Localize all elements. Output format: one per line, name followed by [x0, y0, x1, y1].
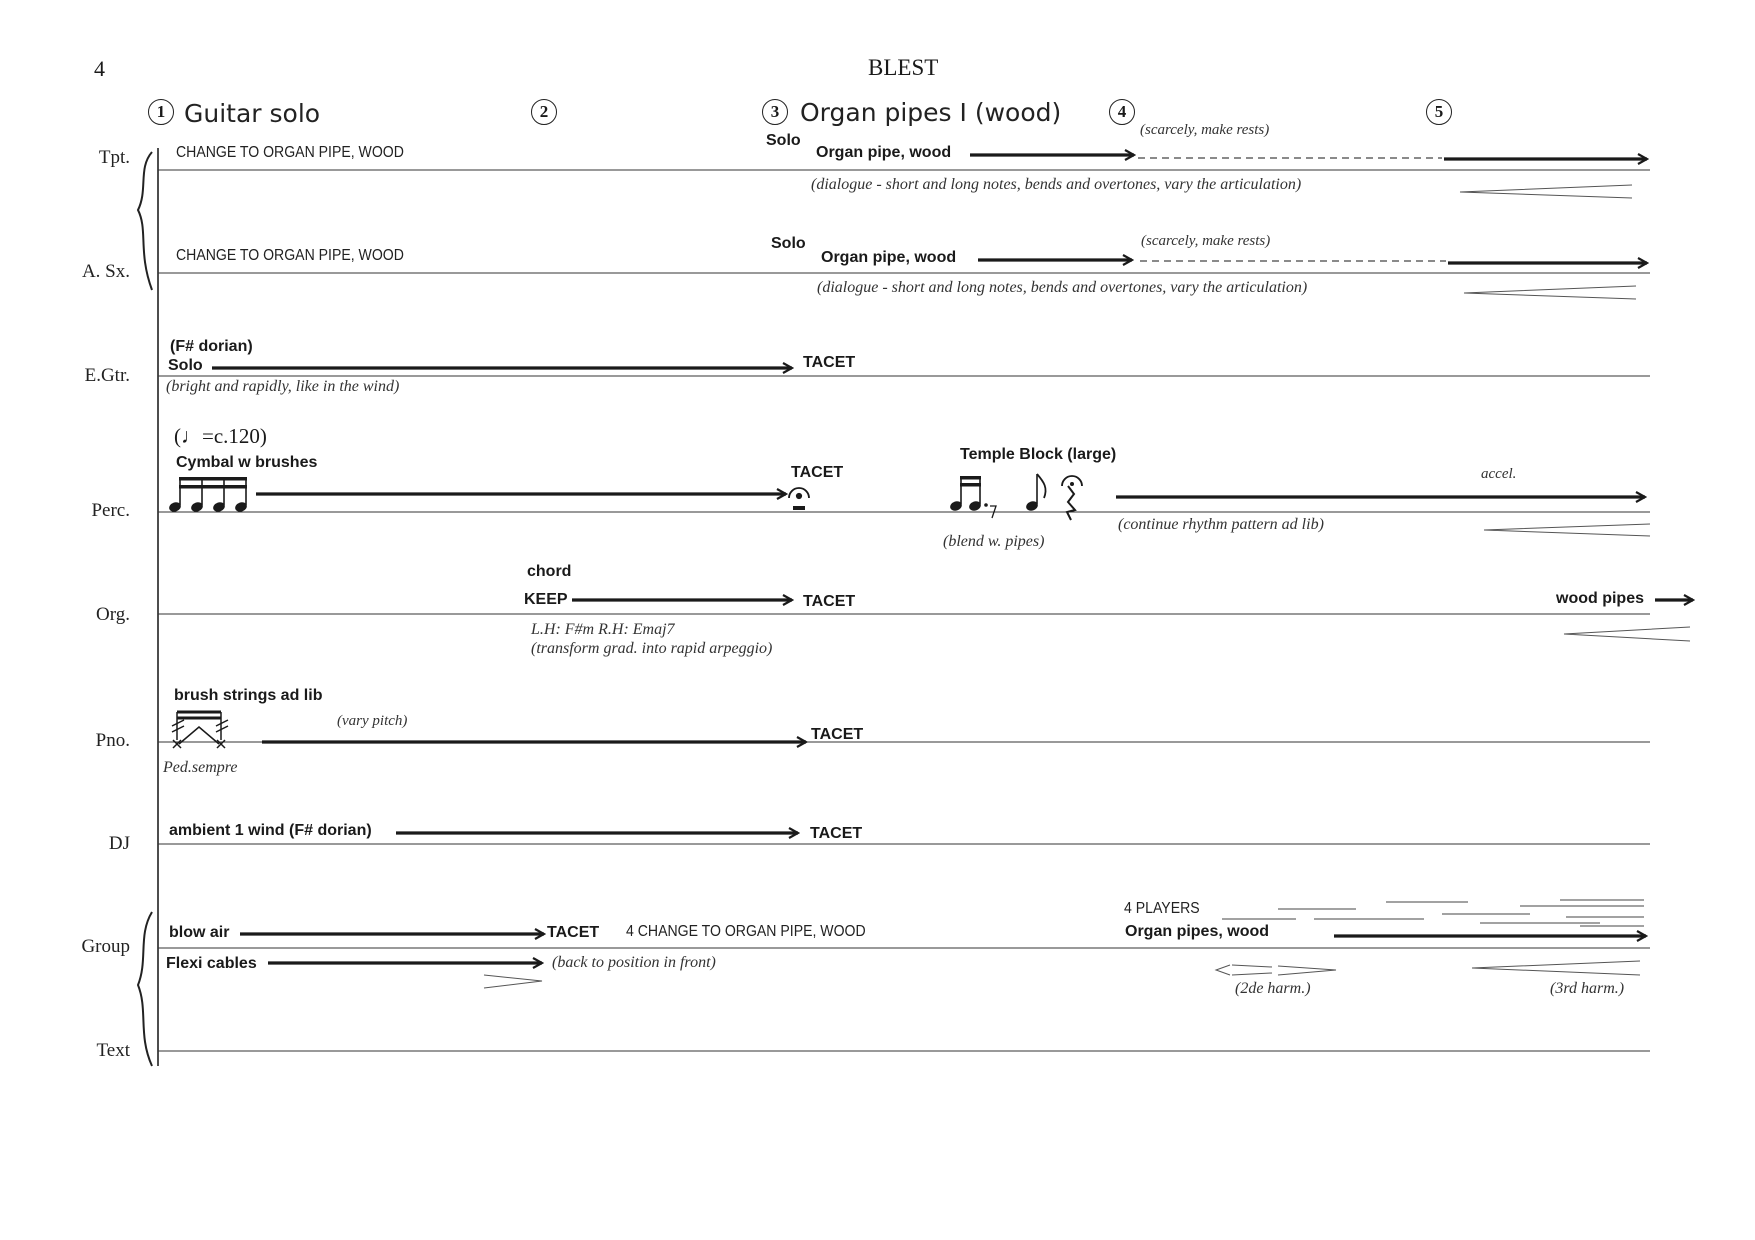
pno-vary-pitch: (vary pitch): [337, 713, 408, 729]
page-number: 4: [94, 56, 105, 81]
group-harm-3: (3rd harm.): [1550, 980, 1625, 997]
staff-label-dj: DJ: [108, 833, 130, 854]
perc-continue-note: (continue rhythm pattern ad lib): [1118, 516, 1324, 533]
egtr-mode: (F# dorian): [170, 338, 253, 355]
group-players: 4 PLAYERS: [1124, 900, 1200, 917]
rehearsal-mark-3: 3: [762, 99, 788, 125]
dj-ambient: ambient 1 wind (F# dorian): [169, 822, 372, 839]
tpt-solo: Solo: [766, 132, 801, 149]
rehearsal-mark-1: 1: [148, 99, 174, 125]
perc-tacet: TACET: [791, 464, 844, 481]
staff-label-asx: A. Sx.: [81, 261, 130, 282]
group-tacet: TACET: [547, 924, 600, 941]
tpt-dialogue: (dialogue - short and long notes, bends and overtones, vary the articulation): [811, 176, 1302, 193]
org-chord: chord: [527, 563, 572, 580]
perc-blend: (blend w. pipes): [943, 533, 1045, 550]
group-change-instruction: 4 CHANGE TO ORGAN PIPE, WOOD: [626, 923, 866, 940]
staff-label-tpt: Tpt.: [98, 147, 130, 168]
staff-label-group: Group: [81, 936, 130, 957]
asx-change-instruction: CHANGE TO ORGAN PIPE, WOOD: [176, 247, 404, 264]
staff-label-pno: Pno.: [95, 730, 130, 751]
cymbal-notes: [168, 477, 247, 513]
staff-label-org: Org.: [96, 604, 130, 625]
asx-solo: Solo: [771, 235, 806, 252]
group-harm-2: (2de harm.): [1235, 980, 1311, 997]
group-instrument: Organ pipes, wood: [1125, 923, 1270, 940]
rehearsal-mark-5: 5: [1426, 99, 1452, 125]
org-wood-pipes: wood pipes: [1556, 590, 1644, 607]
group-blow-air: blow air: [169, 924, 230, 941]
pno-pedal: Ped.sempre: [163, 759, 238, 776]
egtr-solo: Solo: [168, 357, 203, 374]
page-title: BLEST: [868, 55, 939, 80]
org-tacet: TACET: [803, 593, 856, 610]
tpt-instrument: Organ pipe, wood: [816, 144, 952, 161]
asx-instrument: Organ pipe, wood: [821, 249, 957, 266]
pno-brush: brush strings ad lib: [174, 687, 323, 704]
egtr-expression: (bright and rapidly, like in the wind): [166, 378, 400, 395]
org-keep: KEEP: [524, 591, 568, 608]
section-title-guitar-solo: Guitar solo: [184, 99, 321, 128]
fermata-rest: [789, 488, 809, 510]
brace-group-text: [138, 912, 152, 1066]
brace-tpt-asx: [138, 152, 152, 290]
asx-dialogue: (dialogue - short and long notes, bends and overtones, vary the articulation): [817, 279, 1308, 296]
rehearsal-mark-4: 4: [1109, 99, 1135, 125]
rehearsal-mark-2: 2: [531, 99, 557, 125]
perc-accel: accel.: [1481, 466, 1517, 482]
brush-strings-graphic: [172, 712, 228, 748]
section-title-organ-pipes: Organ pipes I (wood): [800, 98, 1062, 127]
pno-tacet: TACET: [811, 726, 864, 743]
staff-label-text: Text: [96, 1040, 130, 1061]
org-transform: (transform grad. into rapid arpeggio): [531, 640, 773, 657]
group-flexi-cables: Flexi cables: [166, 955, 257, 972]
staff-label-egtr: E.Gtr.: [84, 365, 130, 386]
temple-block-notes: [949, 474, 1082, 520]
egtr-tacet: TACET: [803, 354, 856, 371]
tpt-rests-note: (scarcely, make rests): [1140, 122, 1270, 138]
asx-rests-note: (scarcely, make rests): [1141, 233, 1271, 249]
perc-instrument-cymbal: Cymbal w brushes: [176, 454, 318, 471]
tpt-change-instruction: CHANGE TO ORGAN PIPE, WOOD: [176, 144, 404, 161]
dj-tacet: TACET: [810, 825, 863, 842]
group-back-note: (back to position in front): [552, 954, 716, 971]
perc-tempo: (♩=c.120): [174, 424, 267, 448]
perc-instrument-temple-block: Temple Block (large): [960, 446, 1117, 463]
org-harmony: L.H: F#m R.H: Emaj7: [531, 621, 675, 638]
staff-label-perc: Perc.: [91, 500, 130, 521]
